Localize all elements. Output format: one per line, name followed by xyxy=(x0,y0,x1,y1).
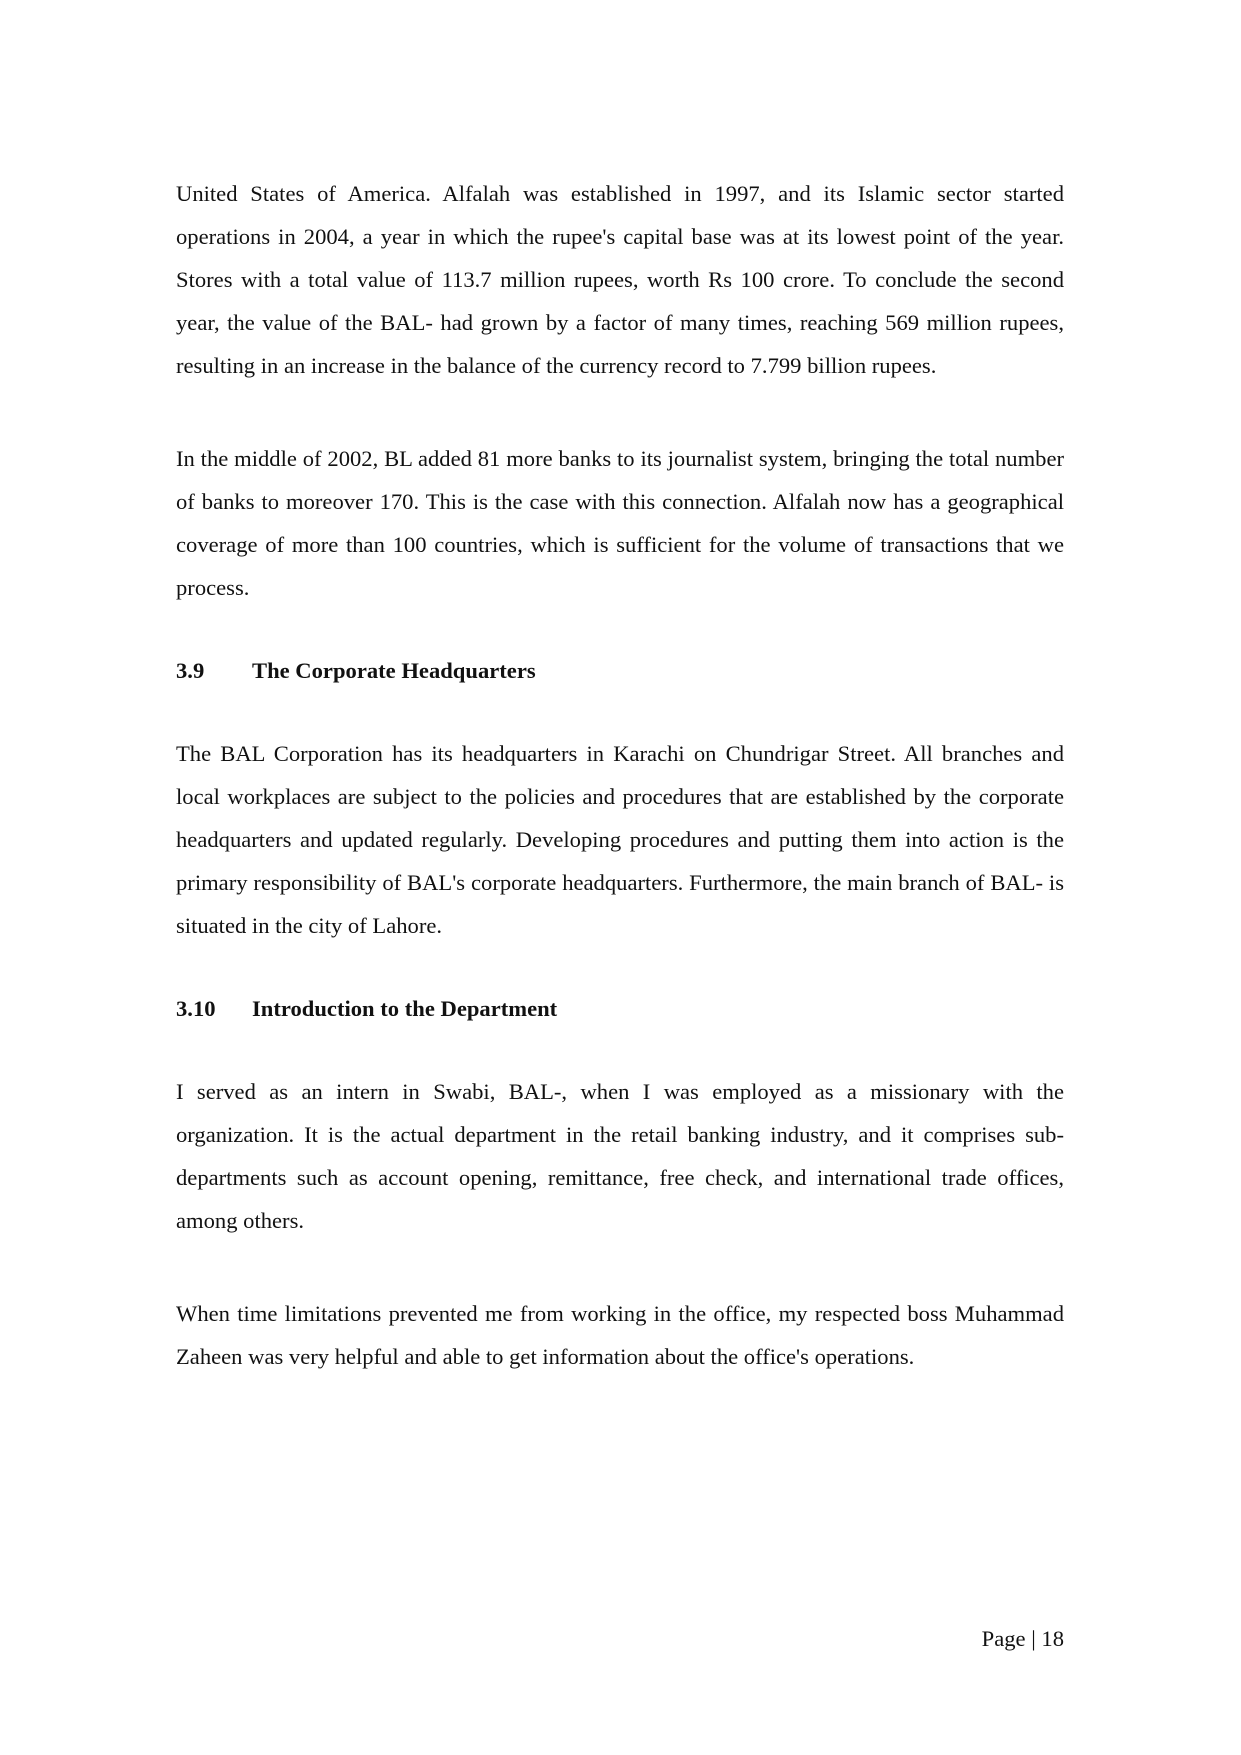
section-title: Introduction to the Department xyxy=(252,996,558,1021)
paragraph-spacer xyxy=(176,1242,1064,1292)
paragraph-boss-help: When time limitations prevented me from working in the office, my respected boss Muhammad Zaheen was very helpful and able to get information about the office's operations. xyxy=(176,1301,1064,1369)
paragraph-spacer xyxy=(176,387,1064,437)
section-number: 3.9 xyxy=(176,658,205,683)
page-number-footer: Page | 18 xyxy=(981,1626,1064,1651)
paragraph-spacer xyxy=(176,947,1064,987)
section-heading-introduction-department xyxy=(176,987,1064,1030)
paragraph-spacer xyxy=(176,609,1064,649)
section-number: 3.10 xyxy=(176,996,216,1021)
paragraph-headquarters: The BAL Corporation has its headquarters in Karachi on Chundrigar Street. All branches and local workplaces are subject to the policies and procedures that are established by the corporate headquarters and updated regularly. Developing procedures and putting them into action is the primary responsibility of BAL's corporate headquarters. Furthermore, the main branch of BAL- is situated in the city of Lahore. xyxy=(176,741,1064,938)
paragraph-alfalah-history: United States of America. Alfalah was established in 1997, and its Islamic sector started operations in 2004, a year in which the rupee's capital base was at its lowest point of the year. Stores with a total value of 113.7 million rupees, worth Rs 100 crore. To conclude the second year, the value of the BAL- had grown by a factor of many times, reaching 569 million rupees, resulting in an increase in the balance of the currency record to 7.799 billion rupees. xyxy=(176,181,1064,378)
paragraph-spacer xyxy=(176,1030,1064,1070)
paragraph-internship: I served as an intern in Swabi, BAL-, when I was employed as a missionary with the organization. It is the actual department in the retail banking industry, and it comprises sub-departments such as account opening, remittance, free check, and international trade offices, among others. xyxy=(176,1079,1064,1233)
paragraph-spacer xyxy=(176,692,1064,732)
section-heading-corporate-headquarters xyxy=(176,649,1064,692)
page-content xyxy=(176,172,1064,1378)
paragraph-bank-network: In the middle of 2002, BL added 81 more banks to its journalist system, bringing the total number of banks to moreover 170. This is the case with this connection. Alfalah now has a geographical coverage of more than 100 countries, which is sufficient for the volume of transactions that we process. xyxy=(176,446,1064,600)
section-title: The Corporate Headquarters xyxy=(252,658,536,683)
